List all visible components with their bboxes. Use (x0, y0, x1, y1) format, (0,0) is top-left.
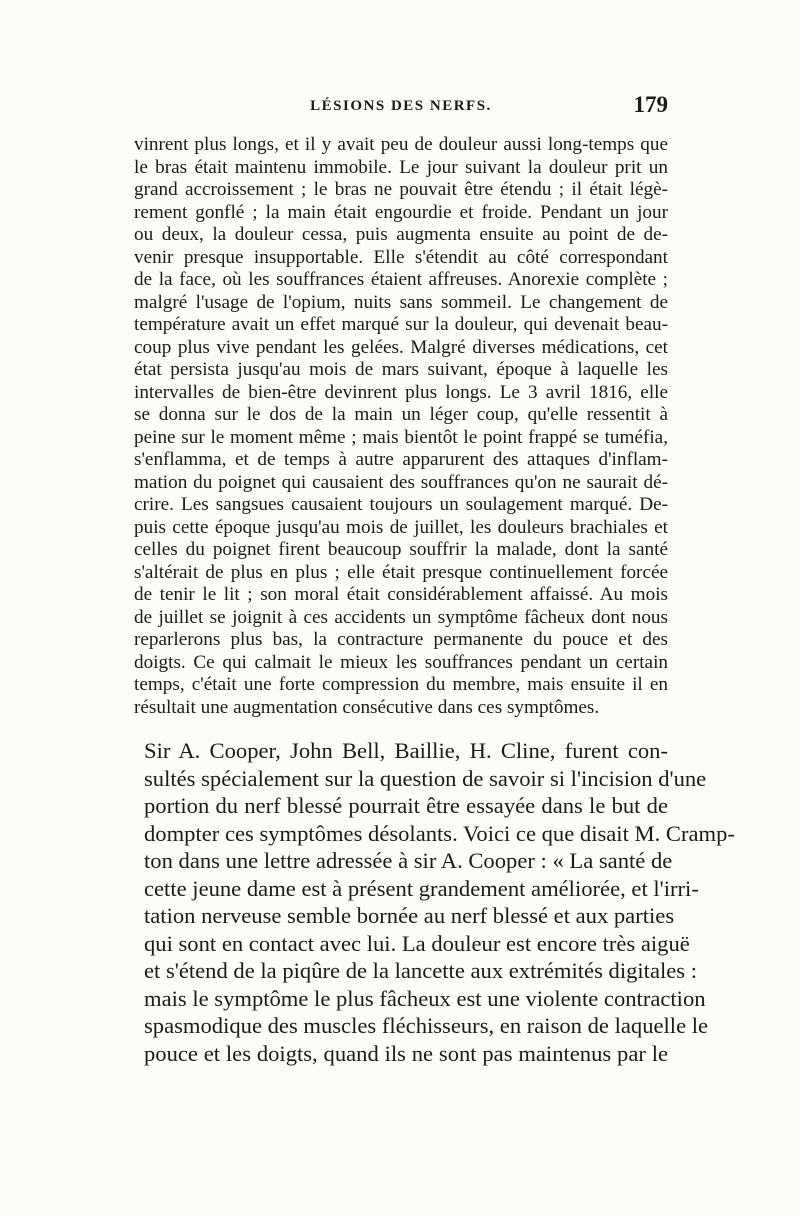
text-line: intervalles de bien-être devinrent plus longs. Le 3 avril 1816, elle (134, 381, 668, 403)
text-line: malgré l'usage de l'opium, nuits sans sommeil. Le changement de (134, 291, 668, 313)
text-line: résultait une augmentation consécutive dans ces symptômes. (134, 696, 600, 718)
text-line: venir presque insupportable. Elle s'étendit au côté correspondant (134, 246, 668, 268)
text-line: Sir A. Cooper, John Bell, Baillie, H. Cline, furent con- (144, 738, 668, 763)
text-line: s'altérait de plus en plus ; elle était presque continuellement forcée (134, 561, 668, 583)
page-number: 179 (633, 92, 668, 117)
running-title: LÉSIONS DES NERFS. (310, 98, 492, 114)
text-line: vinrent plus longs, et il y avait peu de douleur aussi long-temps que (134, 134, 668, 155)
text-line: de juillet se joignit à ces accidents un symptôme fâcheux dont nous (134, 606, 668, 628)
text-line: de la face, où les souffrances étaient affreuses. Anorexie complète ; (134, 269, 668, 290)
text-line: cette jeune dame est à présent grandement améliorée, et l'irri- (144, 875, 699, 901)
text-line: le bras était maintenu immobile. Le jour suivant la douleur prit un (134, 156, 668, 178)
text-line: celles du poignet firent beaucoup souffrir la malade, dont la santé (134, 539, 668, 560)
text-line: et s'étend de la piqûre de la lancette aux extrémités digitales : (144, 958, 698, 983)
text-line: coup plus vive pendant les gelées. Malgré diverses médications, cet (134, 336, 668, 358)
text-line: s'enflamma, et de temps à autre apparurent des attaques d'inflam- (134, 449, 668, 470)
text-line: de tenir le lit ; son moral était considérablement affaissé. Au mois (134, 584, 668, 605)
text-line: température avait un effet marqué sur la douleur, qui devenait beau- (134, 314, 668, 335)
text-line: temps, c'était une forte compression du membre, mais ensuite il en (134, 674, 668, 695)
text-line: crire. Les sangsues causaient toujours un soulagement marqué. De- (134, 494, 668, 515)
text-line: rement gonflé ; la main était engourdie et froide. Pendant un jour (134, 201, 668, 223)
running-head (134, 92, 668, 120)
paragraph-consultation (144, 737, 735, 1067)
text-line: se donna sur le dos de la main un léger coup, qu'elle ressentit à (134, 404, 668, 425)
text-line: sultés spécialement sur la question de savoir si l'incision d'une (144, 765, 707, 791)
text-line: mation du poignet qui causaient des souffrances qu'on ne saurait dé- (134, 471, 668, 493)
text-line: dompter ces symptômes désolants. Voici ce que disait M. Cramp- (144, 820, 735, 846)
text-line: grand accroissement ; le bras ne pouvait être étendu ; il était légè- (134, 179, 668, 200)
text-line: portion du nerf blessé pourrait être essayée dans le but de (144, 793, 668, 818)
text-line: qui sont en contact avec lui. La douleur est encore très aiguë (144, 930, 690, 956)
text-line: reparlerons plus bas, la contracture permanente du pouce et des (134, 629, 668, 650)
text-line: doigts. Ce qui calmait le mieux les souffrances pendant un certain (134, 651, 668, 673)
text-line: ton dans une lettre adressée à sir A. Cooper : « La santé de (144, 848, 673, 873)
paragraph-case-history (134, 134, 668, 719)
text-line: pouce et les doigts, quand ils ne sont pas maintenus par le (144, 1040, 668, 1066)
text-line: ou deux, la douleur cessa, puis augmenta ensuite au point de de- (134, 224, 668, 245)
text-line: état persista jusqu'au mois de mars suivant, époque à laquelle les (134, 359, 668, 380)
text-line: spasmodique des muscles fléchisseurs, en raison de laquelle le (144, 1013, 709, 1038)
text-line: tation nerveuse semble bornée au nerf blessé et aux parties (144, 903, 675, 928)
text-line: peine sur le moment même ; mais bientôt le point frappé se tuméfia, (134, 426, 668, 448)
text-line: mais le symptôme le plus fâcheux est une violente contraction (144, 985, 706, 1011)
text-line: puis cette époque jusqu'au mois de juillet, les douleurs brachiales et (134, 516, 668, 538)
